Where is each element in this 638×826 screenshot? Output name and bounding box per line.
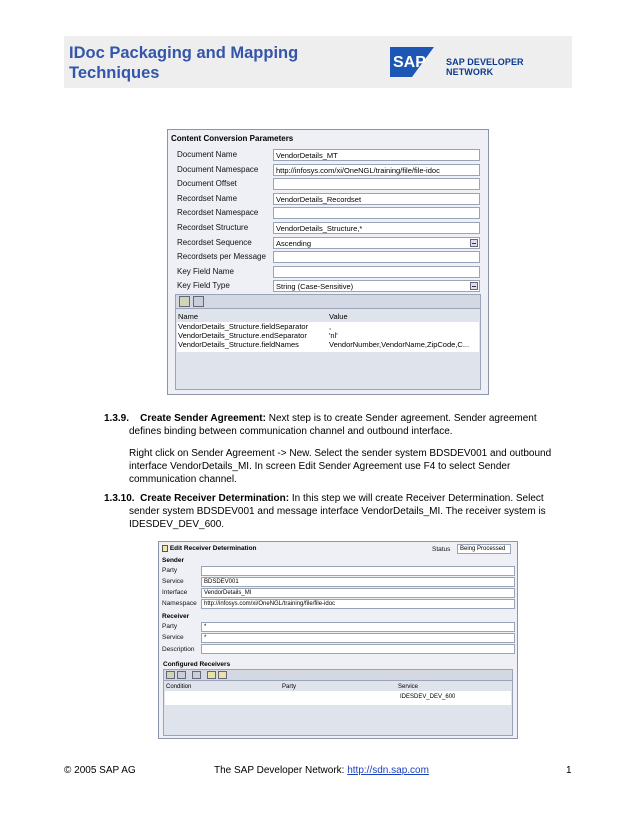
configured-receivers-title: Configured Receivers [163, 661, 231, 668]
details-icon[interactable] [192, 671, 201, 679]
field-label: Recordset Structure [177, 223, 249, 232]
text-field[interactable] [273, 266, 480, 278]
service-cell: IDESDEV_DEV_600 [400, 694, 456, 700]
text-field[interactable] [273, 193, 480, 205]
table-cell-value: 'nl' [329, 331, 338, 340]
field-value: http://infosys.com/xi/OneNGL/training/file/file-idoc [276, 165, 440, 175]
field-label: Document Namespace [177, 164, 259, 174]
paragraph-line: Right click on Sender Agreement -> New. Select the sender system BDSDEV001 and outbound [129, 448, 552, 459]
column-header-value: Value [329, 312, 348, 321]
caption-text: Edit Receiver Determination [169, 545, 257, 553]
text-field[interactable] [273, 164, 480, 176]
section-text: IDESDEV_DEV_600. [129, 519, 225, 530]
text-field[interactable]: BDSDEV001 [201, 577, 515, 587]
text-field[interactable] [273, 207, 480, 219]
document-header [64, 36, 572, 88]
panel-caption [162, 545, 257, 552]
delete-row-icon[interactable] [193, 296, 204, 307]
svg-text:SAP: SAP [393, 54, 426, 71]
configured-receivers-table [163, 669, 513, 736]
text-field[interactable]: * [201, 622, 515, 632]
title-line-2: Techniques [69, 64, 160, 82]
column-header-party: Party [282, 684, 297, 690]
sender-section-title: Sender [162, 557, 185, 564]
sdn-link[interactable]: http://sdn.sap.com [347, 765, 429, 776]
dropdown-field[interactable] [273, 280, 480, 292]
panel-caption: Content Conversion Parameters [171, 134, 294, 143]
table-cell-value: VendorNumber,VendorName,ZipCode,C... [329, 340, 470, 349]
footer-network [214, 765, 429, 776]
dropdown-icon[interactable] [470, 239, 478, 247]
parameters-table [175, 294, 481, 390]
title-line-1: IDoc Packaging and Mapping [69, 44, 299, 62]
receiver-determination-panel [158, 541, 518, 739]
text-field[interactable]: * [201, 633, 515, 643]
delete-row-icon[interactable] [177, 671, 186, 679]
field-value: String (Case-Sensitive) [276, 282, 354, 292]
expand-icon[interactable] [218, 671, 227, 679]
column-header-service: Service [398, 684, 419, 690]
field-value: VendorDetails_MT [276, 151, 338, 160]
text-field[interactable] [273, 178, 480, 190]
section-text: Next step is to create Sender agreement. Sender agreement [268, 413, 537, 424]
field-value: VendorDetails_Structure,* [276, 224, 363, 233]
field-label: Service [162, 634, 184, 641]
field-label: Recordsets per Message [177, 252, 266, 262]
field-value: Ascending [276, 238, 312, 248]
column-header-condition: Condition [166, 684, 192, 690]
field-label: Party [162, 567, 178, 574]
field-label: Namespace [162, 600, 197, 607]
section-1-3-9-para2 [129, 447, 579, 486]
dropdown-icon[interactable] [470, 282, 478, 290]
text-field[interactable] [201, 566, 515, 576]
section-heading: Create Sender Agreement: [140, 413, 266, 424]
text-field[interactable] [273, 149, 480, 161]
document-title [69, 43, 369, 83]
content-conversion-panel [167, 129, 489, 395]
field-label: Document Name [177, 150, 238, 159]
section-number: 1.3.9. [104, 413, 130, 424]
text-field[interactable]: VendorDetails_MI [201, 588, 515, 598]
description-field[interactable] [201, 644, 515, 654]
footer-network-text: The SAP Developer Network: [214, 765, 348, 776]
section-text: defines binding between communication channel and outbound interface. [129, 426, 453, 437]
dropdown-field[interactable] [273, 237, 480, 249]
table-cell-name: VendorDetails_Structure.fieldSeparator [178, 322, 309, 331]
table-toolbar [176, 295, 480, 309]
description-label: Description [162, 646, 195, 653]
section-text: sender system BDSDEV001 and message interface VendorDetails_MI. The receiver system is [129, 506, 546, 517]
field-label: Interface [162, 589, 188, 596]
section-heading: Create Receiver Determination: [140, 493, 290, 504]
field-label: Recordset Sequence [177, 237, 252, 247]
field-label: Service [162, 578, 184, 585]
table-cell-name: VendorDetails_Structure.endSeparator [178, 331, 307, 340]
section-1-3-10 [104, 492, 574, 531]
insert-row-icon[interactable] [179, 296, 190, 307]
table-toolbar [164, 670, 512, 681]
table-cell-name: VendorDetails_Structure.fieldNames [178, 340, 299, 349]
field-label: Document Offset [177, 179, 237, 189]
footer-copyright: © 2005 SAP AG [64, 765, 136, 776]
section-1-3-9 [104, 412, 574, 438]
text-field[interactable] [273, 222, 480, 234]
field-label: Recordset Name [177, 193, 238, 203]
field-label: Party [162, 623, 178, 630]
sap-logo [390, 47, 434, 77]
status-label: Status [432, 546, 451, 553]
section-number: 1.3.10. [104, 493, 135, 504]
text-field[interactable]: http://infosys.com/xi/OneNGL/training/file/file-idoc [201, 599, 515, 609]
network-label: SAP DEVELOPER NETWORK [446, 57, 524, 77]
column-header-name: Name [178, 312, 199, 321]
status-field: Being Processed [457, 544, 511, 554]
insert-row-icon[interactable] [166, 671, 175, 679]
field-label: Key Field Type [177, 281, 230, 291]
field-value: VendorDetails_Recordset [276, 194, 362, 204]
paragraph-line: communication channel. [129, 474, 237, 485]
window-icon[interactable] [207, 671, 216, 679]
table-cell-value: , [329, 322, 332, 331]
page-number: 1 [566, 765, 572, 776]
text-field[interactable] [273, 251, 480, 263]
field-label: Recordset Namespace [177, 208, 259, 218]
section-text: In this step we will create Receiver Determination. Select [291, 493, 544, 504]
field-label: Key Field Name [177, 266, 234, 276]
table-body [165, 691, 511, 705]
receiver-section-title: Receiver [162, 613, 190, 620]
paragraph-line: interface VendorDetails_MI. In screen Edit Sender Agreement use F4 to select Sender [129, 461, 511, 472]
edit-icon [162, 545, 168, 552]
